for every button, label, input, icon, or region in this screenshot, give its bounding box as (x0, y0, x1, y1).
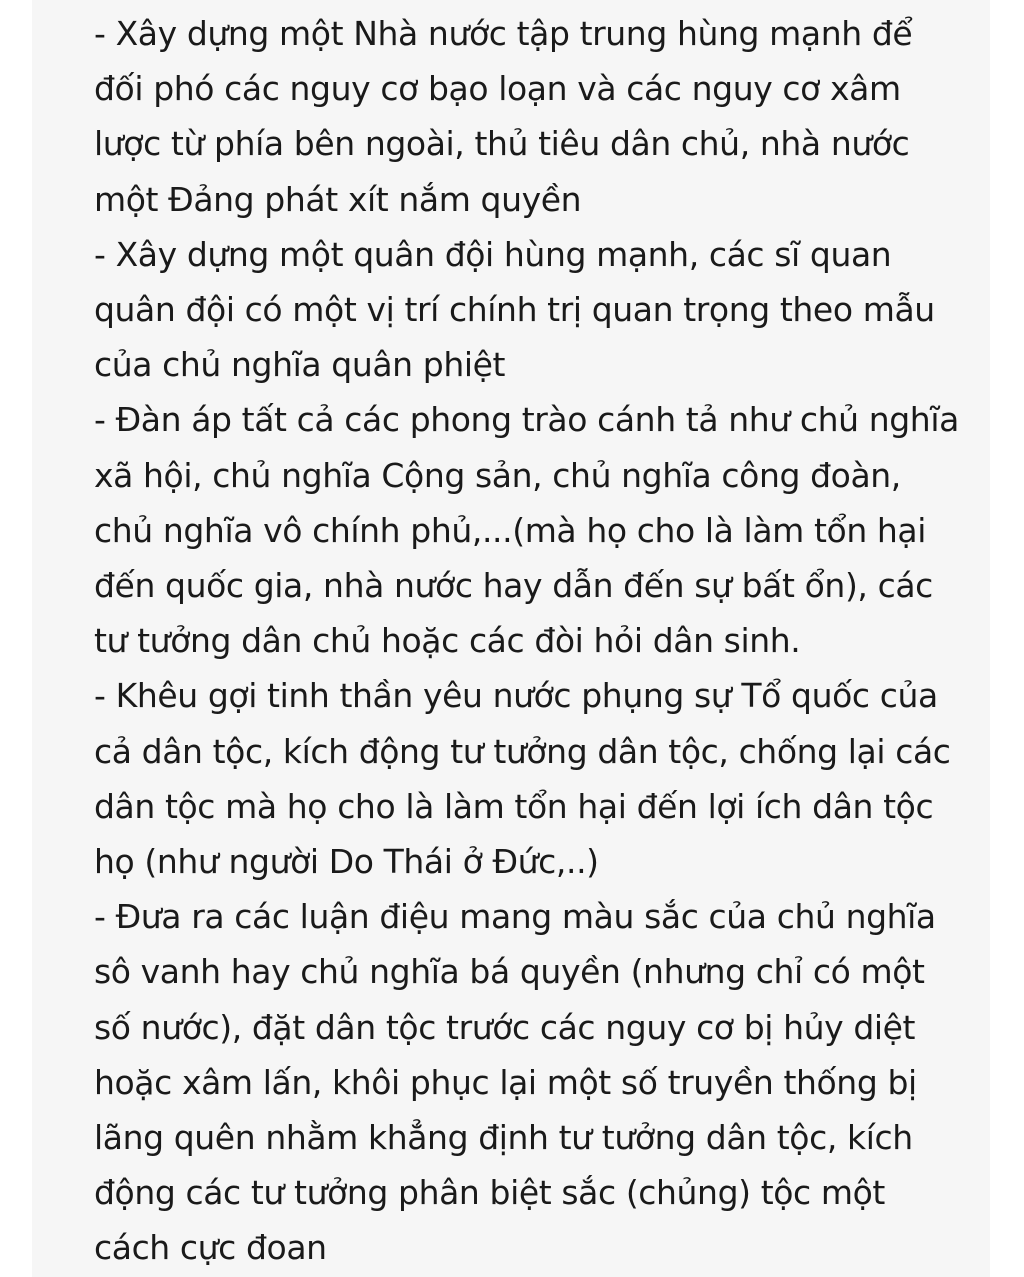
text-line: - Khêu gợi tinh thần yêu nước phụng sự Tổ quốc của (94, 676, 938, 716)
text-line: cách cực đoan (94, 1228, 327, 1268)
text-line: - Xây dựng một Nhà nước tập trung hùng mạnh để (94, 14, 913, 53)
text-line: cả dân tộc, kích động tư tưởng dân tộc, chống lại các (94, 731, 951, 771)
text-line: sô vanh hay chủ nghĩa bá quyền (nhưng chỉ có một (94, 952, 925, 992)
text-line: họ (như người Do Thái ở Đức,..) (94, 842, 599, 882)
text-line: số nước), đặt dân tộc trước các nguy cơ bị hủy diệt (94, 1007, 916, 1047)
text-line: tư tưởng dân chủ hoặc các đòi hỏi dân sinh. (94, 621, 801, 661)
text-line: - Đưa ra các luận điệu mang màu sắc của chủ nghĩa (94, 897, 936, 937)
text-line: lãng quên nhằm khẳng định tư tưởng dân tộc, kích (94, 1118, 913, 1158)
text-line: - Đàn áp tất cả các phong trào cánh tả như chủ nghĩa (94, 400, 959, 440)
text-line: xã hội, chủ nghĩa Cộng sản, chủ nghĩa công đoàn, (94, 455, 901, 495)
text-line: đối phó các nguy cơ bạo loạn và các nguy cơ xâm (94, 69, 901, 109)
text-line: của chủ nghĩa quân phiệt (94, 345, 506, 385)
text-line: dân tộc mà họ cho là làm tổn hại đến lợi ích dân tộc (94, 786, 934, 826)
text-line: đến quốc gia, nhà nước hay dẫn đến sự bất ổn), các (94, 566, 933, 606)
document-page (32, 0, 990, 1277)
text-line: - Xây dựng một quân đội hùng mạnh, các sĩ quan (94, 234, 892, 274)
text-line: chủ nghĩa vô chính phủ,...(mà họ cho là làm tổn hại (94, 510, 927, 550)
text-line: hoặc xâm lấn, khôi phục lại một số truyền thống bị (94, 1062, 917, 1102)
text-line: một Đảng phát xít nắm quyền (94, 179, 582, 219)
document-text (94, 6, 974, 1276)
text-line: lược từ phía bên ngoài, thủ tiêu dân chủ, nhà nước (94, 124, 910, 164)
text-line: quân đội có một vị trí chính trị quan trọng theo mẫu (94, 290, 935, 330)
text-line: động các tư tưởng phân biệt sắc (chủng) tộc một (94, 1173, 885, 1213)
